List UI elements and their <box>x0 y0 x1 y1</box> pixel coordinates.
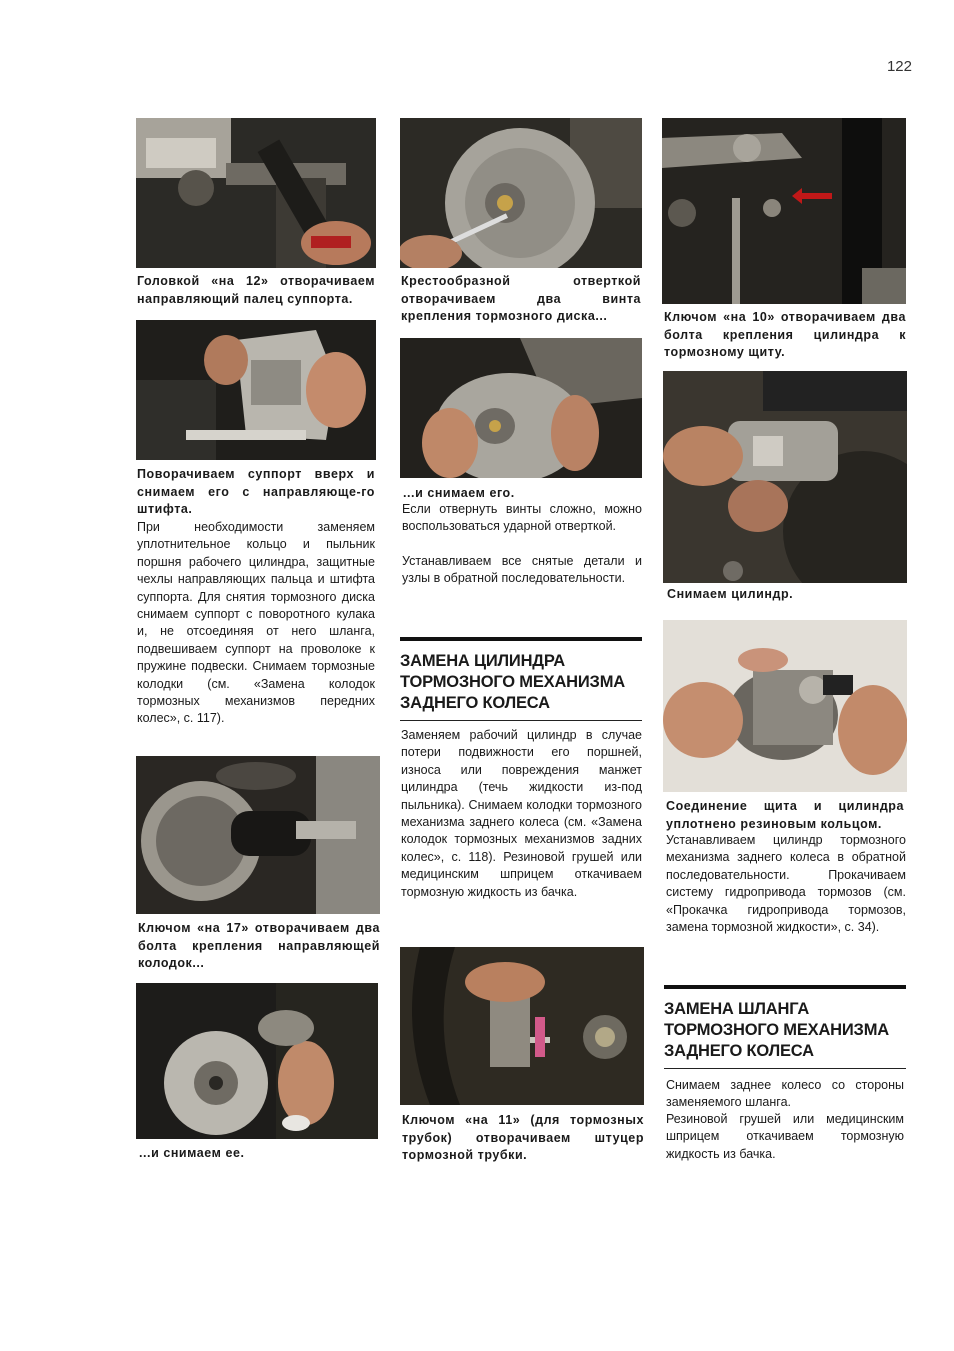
photo-disc-removed <box>400 338 642 478</box>
caption-cylinder-bolts: Ключом «на 10» отворачиваем два болта крепления цилиндра к тормозному щиту. <box>664 310 906 359</box>
caption-bracket-removed: ...и снимаем ее. <box>139 1146 245 1160</box>
caption-brake-line: Ключом «на 11» (для тормозных трубок) отворачиваем штуцер тормозной трубки. <box>402 1113 644 1162</box>
caption-cylinder-removed: Снимаем цилиндр. <box>667 587 794 601</box>
text-caliper-notes: При необходимости заменяем уплотнительное кольцо и пыльник поршня рабочего цилиндра, защитные чехлы направляющих пальца и штифта суппорта. Для снятия тормозного диска снимаем суппорт с поворотного кулака и, не отсоединяя от него шланга, подвешиваем суппорт на проволоке к пружине подвески. Снимаем тормозные колодки (см. «Замена колодок тормозных механизмов передних колес», с. 117). <box>137 520 375 726</box>
photo-bracket-removed <box>136 983 378 1139</box>
section-title-hose: ЗАМЕНА ШЛАНГА ТОРМОЗНОГО МЕХАНИЗМА ЗАДНЕГО КОЛЕСА <box>664 989 906 1069</box>
text-cylinder-replace: Заменяем рабочий цилиндр в случае потери подвижности его поршней, износа или повреждения манжет цилиндра (течь жидкости из-под пыльника). Снимаем колодки тормозного механизма заднего колеса (см. «Замена колодок тормозных механизмов задних колес», с. 118). Резиновой грушей или медицинским шприцем откачиваем тормозную жидкость из бачка. <box>401 728 642 899</box>
section-header-cylinder <box>400 637 642 721</box>
text-hose-wheel: Снимаем заднее колесо со стороны заменяемого шланга. <box>666 1078 904 1110</box>
section-title-cylinder: ЗАМЕНА ЦИЛИНДРА ТОРМОЗНОГО МЕХАНИЗМА ЗАДНЕГО КОЛЕСА <box>400 641 642 721</box>
photo-rubber-seal <box>663 620 907 792</box>
caption-caliper-lift: Поворачиваем суппорт вверх и снимаем его с направляюще-го штифта. <box>137 467 375 516</box>
text-cylinder-install: Устанавливаем цилиндр тормозного механизма заднего колеса в обратной последовательности. Прокачиваем систему гидропривода тормозов (см. «Прокачка гидропривода тормозов, замена тормозной жидкости», с. 34). <box>666 833 906 935</box>
text-hose-fluid: Резиновой грушей или медицинским шприцем откачиваем тормозную жидкость из бачка. <box>666 1112 904 1161</box>
photo-bracket-bolts <box>136 756 380 914</box>
text-impact-screwdriver: Если отвернуть винты сложно, можно воспользоваться ударной отверткой. <box>402 502 642 534</box>
page-number: 122 <box>886 58 912 75</box>
photo-cylinder-bolts <box>662 118 906 304</box>
photo-cylinder-removed <box>663 371 907 583</box>
section-header-hose <box>664 985 906 1069</box>
photo-caliper-lift <box>136 320 376 460</box>
photo-brake-line-fitting <box>400 947 644 1105</box>
photo-disc-screws <box>400 118 642 268</box>
caption-bracket-bolts: Ключом «на 17» отворачиваем два болта крепления направляющей колодок... <box>138 921 380 970</box>
caption-guide-pin: Головкой «на 12» отворачиваем направляющий палец суппорта. <box>137 274 375 306</box>
photo-guide-pin-removal <box>136 118 376 268</box>
caption-disc-screws: Крестообразной отверткой отворачиваем два винта крепления тормозного диска... <box>401 274 641 323</box>
caption-disc-removed: ...и снимаем его. <box>403 486 515 500</box>
caption-rubber-seal: Соединение щита и цилиндра уплотнено резиновым кольцом. <box>666 799 904 831</box>
text-reassembly: Устанавливаем все снятые детали и узлы в обратной последовательности. <box>402 554 642 586</box>
